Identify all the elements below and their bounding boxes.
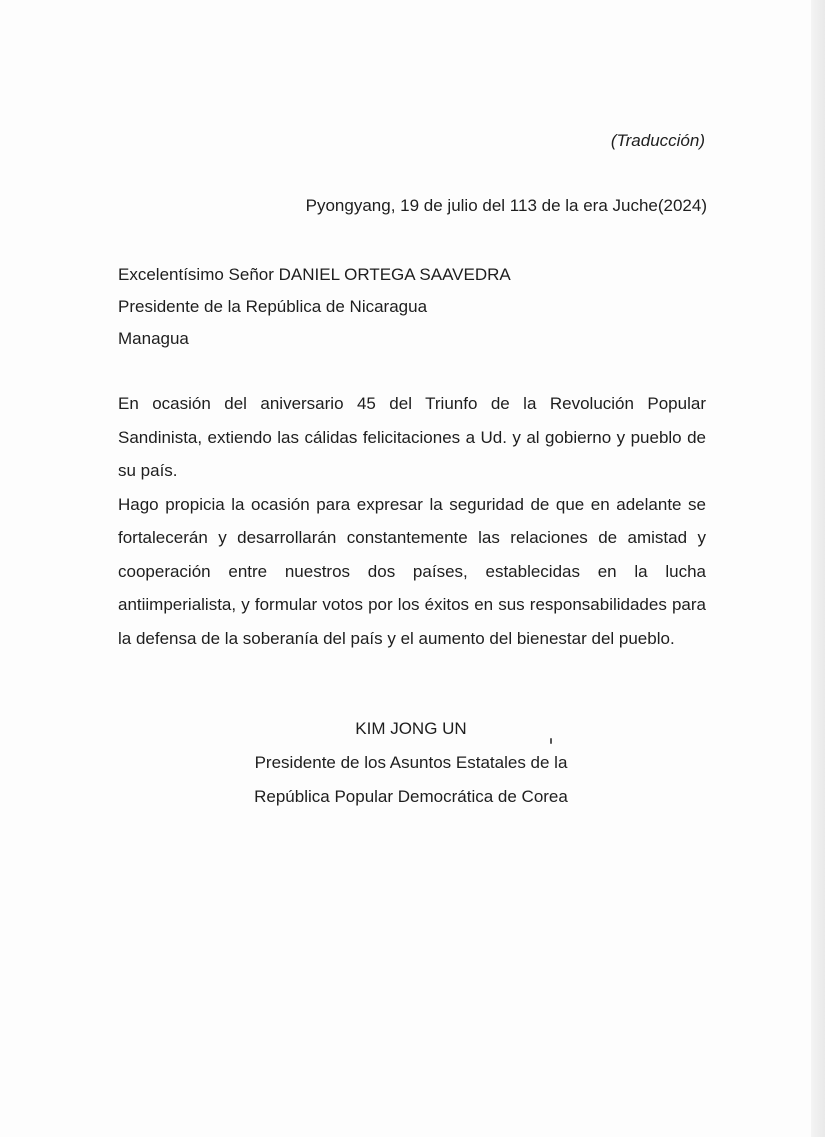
body-paragraph: En ocasión del aniversario 45 del Triunfo de la Revolución Popular Sandinista, extiendo las cálidas felicitaciones a Ud. y al gobierno y pueblo de su país. <box>118 394 706 480</box>
addressee-block <box>118 259 511 355</box>
signatory-name: KIM JONG UN <box>355 719 467 738</box>
date-line: Pyongyang, 19 de julio del 113 de la era Juche(2024) <box>305 196 707 215</box>
body-paragraph: Hago propicia la ocasión para expresar la seguridad de que en adelante se fortalecerán y desarrollarán constantemente las relaciones de amistad y cooperación entre nuestros dos países, establecidas en la lucha antiimperialista, y formular votos por los éxitos en sus responsabilidades para la defensa de la soberanía del país y el aumento del bienestar del pueblo. <box>118 494 706 648</box>
addressee-city: Managua <box>118 329 189 348</box>
addressee-title: Presidente de la República de Nicaragua <box>118 297 428 316</box>
signatory-country: República Popular Democrática de Corea <box>254 787 568 806</box>
signatory-title: Presidente de los Asuntos Estatales de la <box>254 753 568 772</box>
addressee-name: Excelentísimo Señor DANIEL ORTEGA SAAVEDRA <box>118 265 511 284</box>
ink-mark <box>550 738 552 744</box>
signature-block <box>236 712 586 814</box>
translation-note: (Traducción) <box>610 131 705 150</box>
letter-body <box>118 387 706 655</box>
scan-edge-shadow <box>811 0 825 1137</box>
